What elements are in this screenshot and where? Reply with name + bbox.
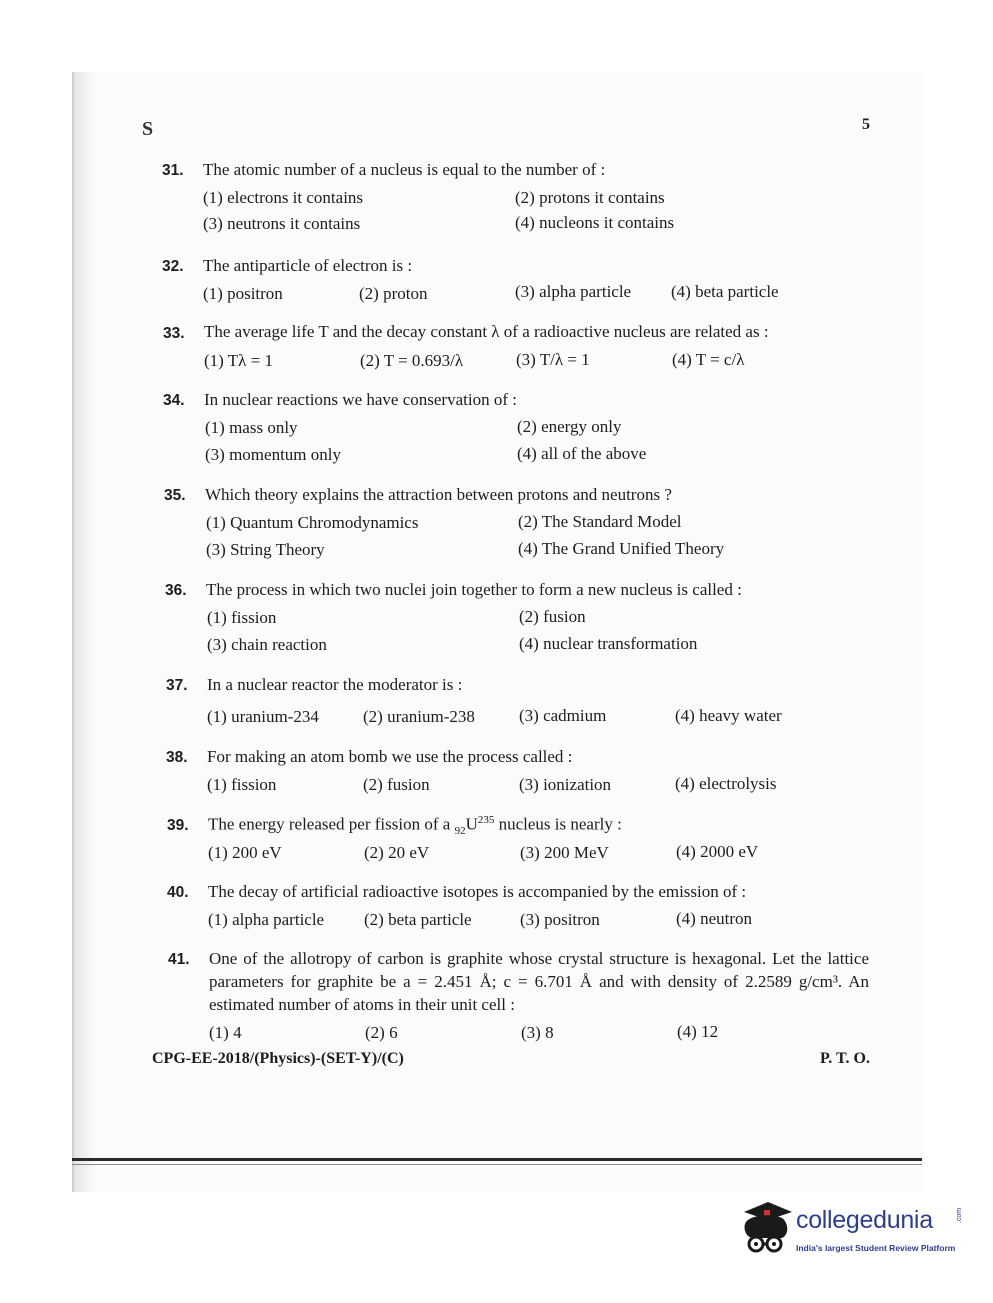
option-2: (2) T = 0.693/λ: [360, 351, 464, 370]
option-4: (4) electrolysis: [675, 774, 777, 793]
question-number: 33.: [163, 325, 185, 342]
question-number: 36.: [165, 582, 187, 599]
question-text: One of the allotropy of carbon is graphite whose crystal structure is hexagonal. Let the lattice parameters for graphite be a = 2.451 Å; c = 6.701 Å and with density of 2.2589 g/cm³. An estimated number of atoms in their unit cell :: [209, 949, 869, 1014]
option-1: (1) 200 eV: [208, 843, 282, 862]
option-4: (4) T = c/λ: [672, 350, 745, 369]
option-3: (3) ionization: [519, 775, 612, 794]
question-number: 39.: [167, 817, 189, 834]
question-text: In a nuclear reactor the moderator is :: [207, 675, 463, 694]
option-1: (1) electrons it contains: [203, 188, 364, 207]
option-1: (1) positron: [203, 284, 283, 303]
option-4: (4) The Grand Unified Theory: [518, 539, 725, 558]
page-binding-shadow: [74, 72, 96, 1192]
bottom-rule: [72, 1158, 922, 1161]
option-2: (2) energy only: [517, 417, 622, 436]
question-text: The decay of artificial radioactive isotopes is accompanied by the emission of :: [208, 882, 747, 901]
option-4: (4) all of the above: [517, 444, 647, 463]
option-4: (4) beta particle: [671, 282, 779, 301]
option-3: (3) cadmium: [519, 706, 607, 725]
question-text: The antiparticle of electron is :: [203, 256, 413, 275]
option-3: (3) neutrons it contains: [203, 214, 361, 233]
option-4: (4) nucleons it contains: [515, 213, 675, 232]
option-3: (3) 8: [521, 1023, 554, 1042]
question-text: The average life T and the decay constant λ of a radioactive nucleus are related as :: [204, 322, 769, 341]
scanned-page: [72, 72, 924, 1192]
question-text: The atomic number of a nucleus is equal to the number of :: [203, 160, 606, 179]
student-mascot-icon: [738, 1198, 794, 1256]
please-turn-over: P. T. O.: [820, 1050, 870, 1067]
option-1: (1) fission: [207, 608, 277, 627]
option-4: (4) 2000 eV: [676, 842, 759, 861]
collegedunia-logo[interactable]: [738, 1198, 968, 1260]
question-number: 37.: [166, 677, 188, 694]
option-3: (3) chain reaction: [207, 635, 327, 654]
option-3: (3) String Theory: [206, 540, 325, 559]
option-2: (2) fusion: [363, 775, 430, 794]
page-number: 5: [862, 116, 870, 133]
question-number: 41.: [168, 951, 190, 968]
logo-tagline: India's largest Student Review Platform: [796, 1243, 956, 1253]
option-1: (1) 4: [209, 1023, 242, 1042]
option-1: (1) uranium-234: [207, 707, 319, 726]
question-number: 32.: [162, 258, 184, 275]
option-3: (3) alpha particle: [515, 282, 632, 301]
option-3: (3) positron: [520, 910, 600, 929]
option-2: (2) proton: [359, 284, 428, 303]
question-number: 38.: [166, 749, 188, 766]
paper-code: CPG-EE-2018/(Physics)-(SET-Y)/(C): [152, 1050, 404, 1067]
bottom-rule-thin: [72, 1164, 922, 1165]
question-text: In nuclear reactions we have conservation of :: [204, 390, 517, 409]
option-2: (2) beta particle: [364, 910, 472, 929]
question-text: The process in which two nuclei join together to form a new nucleus is called :: [206, 580, 742, 599]
question-text-start: The energy released per fission of a: [208, 814, 455, 834]
question-text: For making an atom bomb we use the process called :: [207, 747, 573, 766]
option-4: (4) heavy water: [675, 706, 782, 725]
question-text: [208, 814, 622, 837]
option-1: (1) mass only: [205, 418, 298, 437]
question-text-end: nucleus is nearly :: [494, 814, 622, 834]
element-symbol: U: [465, 814, 478, 834]
mass-number: 235: [477, 814, 495, 826]
option-2: (2) 6: [365, 1023, 398, 1042]
option-2: (2) The Standard Model: [518, 512, 682, 531]
option-2: (2) 20 eV: [364, 843, 430, 862]
logo-domain-suffix: .com: [956, 1207, 964, 1224]
question-text: Which theory explains the attraction between protons and neutrons ?: [205, 485, 672, 504]
atomic-number: 92: [454, 825, 466, 838]
corner-mark: S: [142, 118, 154, 140]
option-1: (1) Tλ = 1: [204, 351, 273, 370]
option-3: (3) T/λ = 1: [516, 350, 590, 369]
option-4: (4) nuclear transformation: [519, 634, 698, 653]
question-number: 34.: [163, 392, 185, 409]
option-4: (4) neutron: [676, 909, 753, 928]
option-2: (2) protons it contains: [515, 188, 665, 207]
question-number: 31.: [162, 162, 184, 179]
option-2: (2) fusion: [519, 607, 586, 626]
option-2: (2) uranium-238: [363, 707, 475, 726]
question-number: 35.: [164, 487, 186, 504]
option-3: (3) 200 MeV: [520, 843, 609, 862]
option-1: (1) Quantum Chromodynamics: [206, 513, 419, 532]
question-number: 40.: [167, 884, 189, 901]
option-1: (1) alpha particle: [208, 910, 325, 929]
option-1: (1) fission: [207, 775, 277, 794]
option-3: (3) momentum only: [205, 445, 341, 464]
logo-wordmark: collegedunia: [796, 1206, 933, 1234]
option-4: (4) 12: [677, 1022, 719, 1041]
